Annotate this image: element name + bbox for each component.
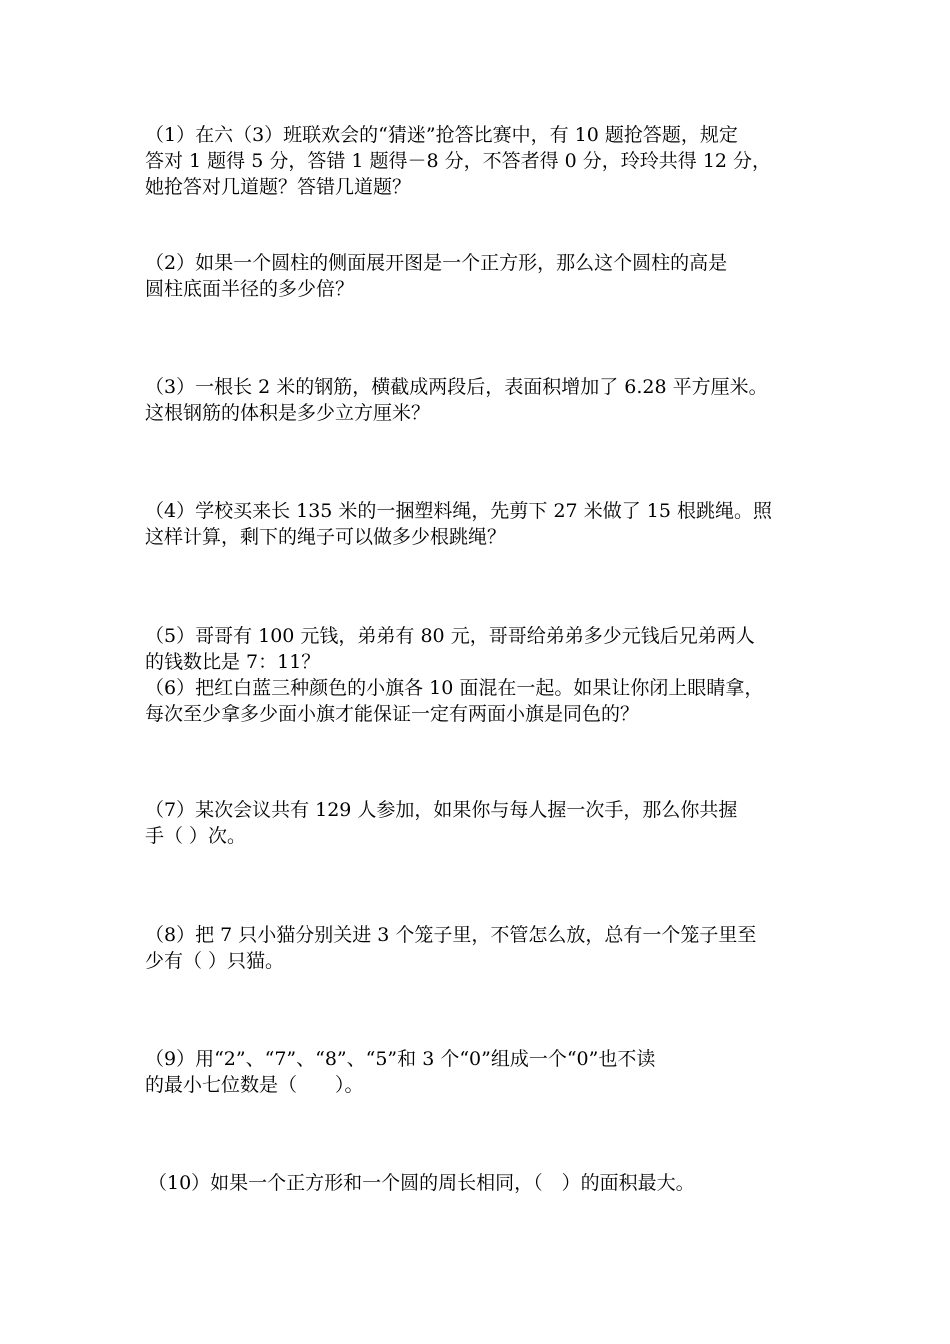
question-3-line-1: （3）一根长 2 米的钢筋，横截成两段后，表面积增加了 6.28 平方厘米。 (145, 376, 768, 398)
question-9-line-2: 的最小七位数是（ ）。 (145, 1074, 364, 1096)
question-5 (145, 623, 820, 675)
question-6-line-1: （6）把红白蓝三种颜色的小旗各 10 面混在一起。如果让你闭上眼睛拿， (145, 677, 764, 699)
question-2-line-1: （2）如果一个圆柱的侧面展开图是一个正方形，那么这个圆柱的高是 (145, 252, 728, 274)
question-1-line-2: 答对 1 题得 5 分，答错 1 题得－8 分，不答者得 0 分，玲玲共得 12 分， (145, 150, 772, 172)
question-4-line-2: 这样计算，剩下的绳子可以做多少根跳绳？ (145, 526, 507, 548)
question-8 (145, 922, 820, 974)
question-4-line-1: （4）学校买来长 135 米的一捆塑料绳，先剪下 27 米做了 15 根跳绳。照 (145, 500, 772, 522)
question-8-line-2: 少有（ ）只猫。 (145, 950, 285, 972)
question-1-line-1: （1）在六（3）班联欢会的“猜迷”抢答比赛中，有 10 题抢答题，规定 (145, 124, 738, 146)
question-7 (145, 797, 820, 849)
question-1 (145, 122, 820, 200)
question-3 (145, 374, 820, 426)
question-10-line-1: （10）如果一个正方形和一个圆的周长相同，（ ）的面积最大。 (148, 1172, 695, 1194)
question-10 (148, 1170, 823, 1196)
question-4 (145, 498, 820, 550)
question-2-line-2: 圆柱底面半径的多少倍？ (145, 278, 355, 300)
question-7-line-1: （7）某次会议共有 129 人参加，如果你与每人握一次手，那么你共握 (145, 799, 738, 821)
question-1-line-3: 她抢答对几道题？答错几道题？ (145, 176, 412, 198)
question-3-line-2: 这根钢筋的体积是多少立方厘米？ (145, 402, 431, 424)
question-7-line-2: 手（ ）次。 (145, 825, 247, 847)
question-5-line-1: （5）哥哥有 100 元钱，弟弟有 80 元，哥哥给弟弟多少元钱后兄弟两人 (145, 625, 755, 647)
question-8-line-1: （8）把 7 只小猫分别关进 3 个笼子里，不管怎么放，总有一个笼子里至 (145, 924, 757, 946)
question-9-line-1: （9）用“2”、“7”、“8”、“5”和 3 个“0”组成一个“0”也不读 (145, 1048, 656, 1070)
question-6 (145, 675, 820, 727)
question-2 (145, 250, 820, 302)
question-9 (145, 1046, 820, 1098)
question-5-line-2: 的钱数比是 7：11？ (145, 651, 321, 673)
question-6-line-2: 每次至少拿多少面小旗才能保证一定有两面小旗是同色的？ (145, 703, 640, 725)
